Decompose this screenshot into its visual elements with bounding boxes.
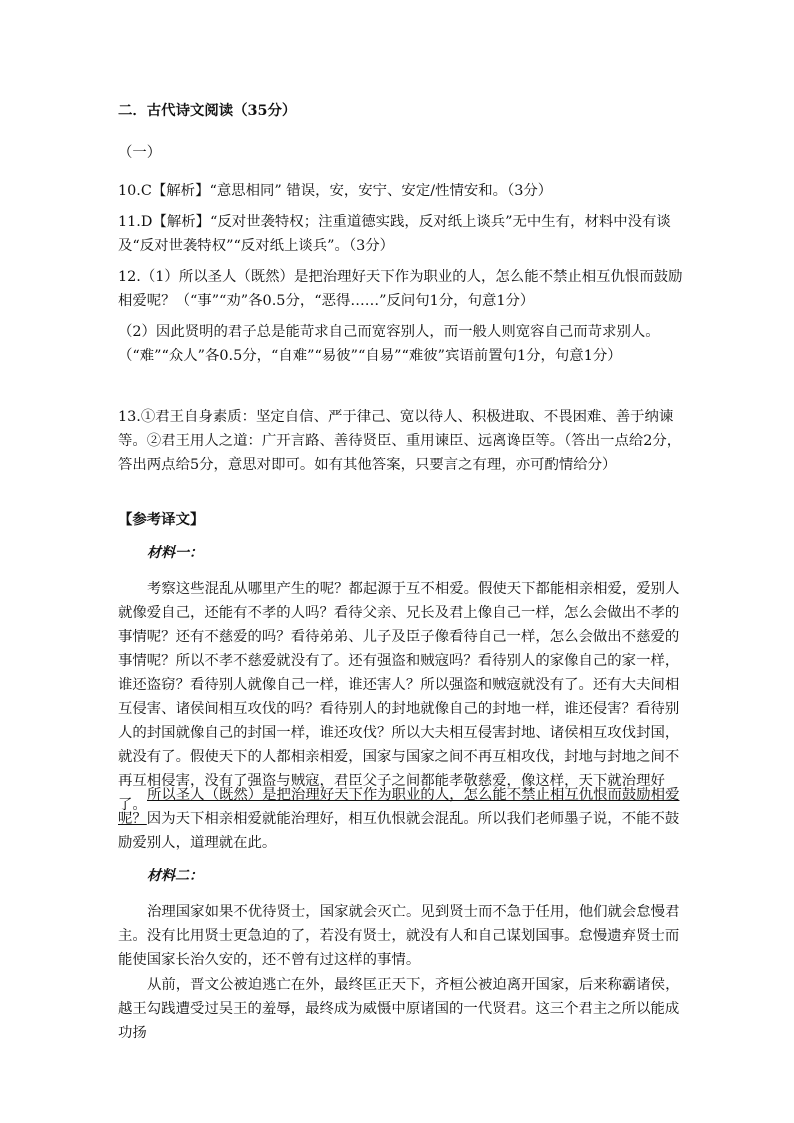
underlined-key-sentence: 所以圣人（既然）是把治理好天下作为职业的人，怎么能不禁止相互仇恨而鼓励相爱呢？	[118, 787, 680, 827]
subsection-label: （一）	[118, 145, 162, 161]
answer-q12-part1: 12.（1）所以圣人（既然）是把治理好天下作为职业的人，怎么能不禁止相互仇恨而鼓励相爱呢？（“事”“劝”各0.5分，“恶得……”反问句1分，句意1分）	[118, 269, 683, 309]
material-two-label: 材料二：	[147, 868, 203, 884]
translation-heading: 【参考译文】	[118, 511, 205, 528]
paragraph-2-continuation: 因为天下相亲相爱就能治理好，相互仇恨就会混乱。所以我们老师墨子说，不能不鼓励爱别人，道理就在此。	[118, 811, 680, 851]
material-one-label: 材料一：	[147, 545, 203, 561]
answer-q10: 10.C【解析】“意思相同” 错误，安，安宁、安定/性情安和。（3分）	[118, 183, 553, 199]
material-one-paragraph-2	[118, 783, 684, 855]
answer-q13: 13.①君王自身素质：坚定自信、严于律己、宽以待人、积极进取、不畏困难、善于纳谏等。②君王用人之道：广开言路、善待贤臣、重用谏臣、远离谗臣等。（答出一点给2分，答出两点给5分，意思对即可。如有其他答案，只要言之有理，亦可酌情给分）	[118, 409, 682, 473]
material-one-paragraph-1: 考察这些混乱从哪里产生的呢？都起源于互不相爱。假使天下都能相亲相爱，爱别人就像爱自己，还能有不孝的人吗？看待父亲、兄长及君上像自己一样，怎么会做出不孝的事情呢？还有不慈爱的吗？看待弟弟、儿子及臣子像看待自己一样，怎么会做出不慈爱的事情呢？所以不孝不慈爱就没有了。还有强盗和贼寇吗？看待别人的家像自己的家一样，谁还盗窃？看待别人就像自己一样，谁还害人？所以强盗和贼寇就没有了。还有大夫间相互侵害、诸侯间相互攻伐的吗？看待别人的封地就像自己的封地一样，谁还侵害？看待别人的封国就像自己的封国一样，谁还攻伐？所以大夫相互侵害封地、诸侯相互攻伐封国，就没有了。假使天下的人都相亲相爱，国家与国家之间不再互相攻伐，封地与封地之间不再互相侵害，没有了强盗与贼寇，君臣父子之间都能孝敬慈爱，像这样，天下就治理好了。	[118, 581, 680, 813]
material-two-paragraph-2: 从前，晋文公被迫逃亡在外，最终匡正天下，齐桓公被迫离开国家，后来称霸诸侯，越王勾践遭受过吴王的羞辱，最终成为威慑中原诸国的一代贤君。这三个君主之所以能成功扬	[118, 977, 680, 1041]
answer-q12-part2: （2）因此贤明的君子总是能苛求自己而宽容别人，而一般人则宽容自己而苛求别人。（“难”“众人”各0.5分，“自难”“易彼”“自易”“难彼”宾语前置句1分，句意1分）	[118, 324, 660, 364]
material-two-paragraph-1: 治理国家如果不优待贤士，国家就会灭亡。见到贤士而不急于任用，他们就会怠慢君主。没有比用贤士更急迫的了，若没有贤士，就没有人和自己谋划国事。怠慢遗弃贤士而能使国家长治久安的，还不曾有过这样的事情。	[118, 904, 680, 968]
answer-q11: 11.D【解析】“反对世袭特权；注重道德实践，反对纸上谈兵”无中生有，材料中没有谈及“反对世袭特权”“反对纸上谈兵”。（3分）	[118, 214, 671, 254]
section-title: 二．古代诗文阅读（35分）	[118, 102, 297, 119]
